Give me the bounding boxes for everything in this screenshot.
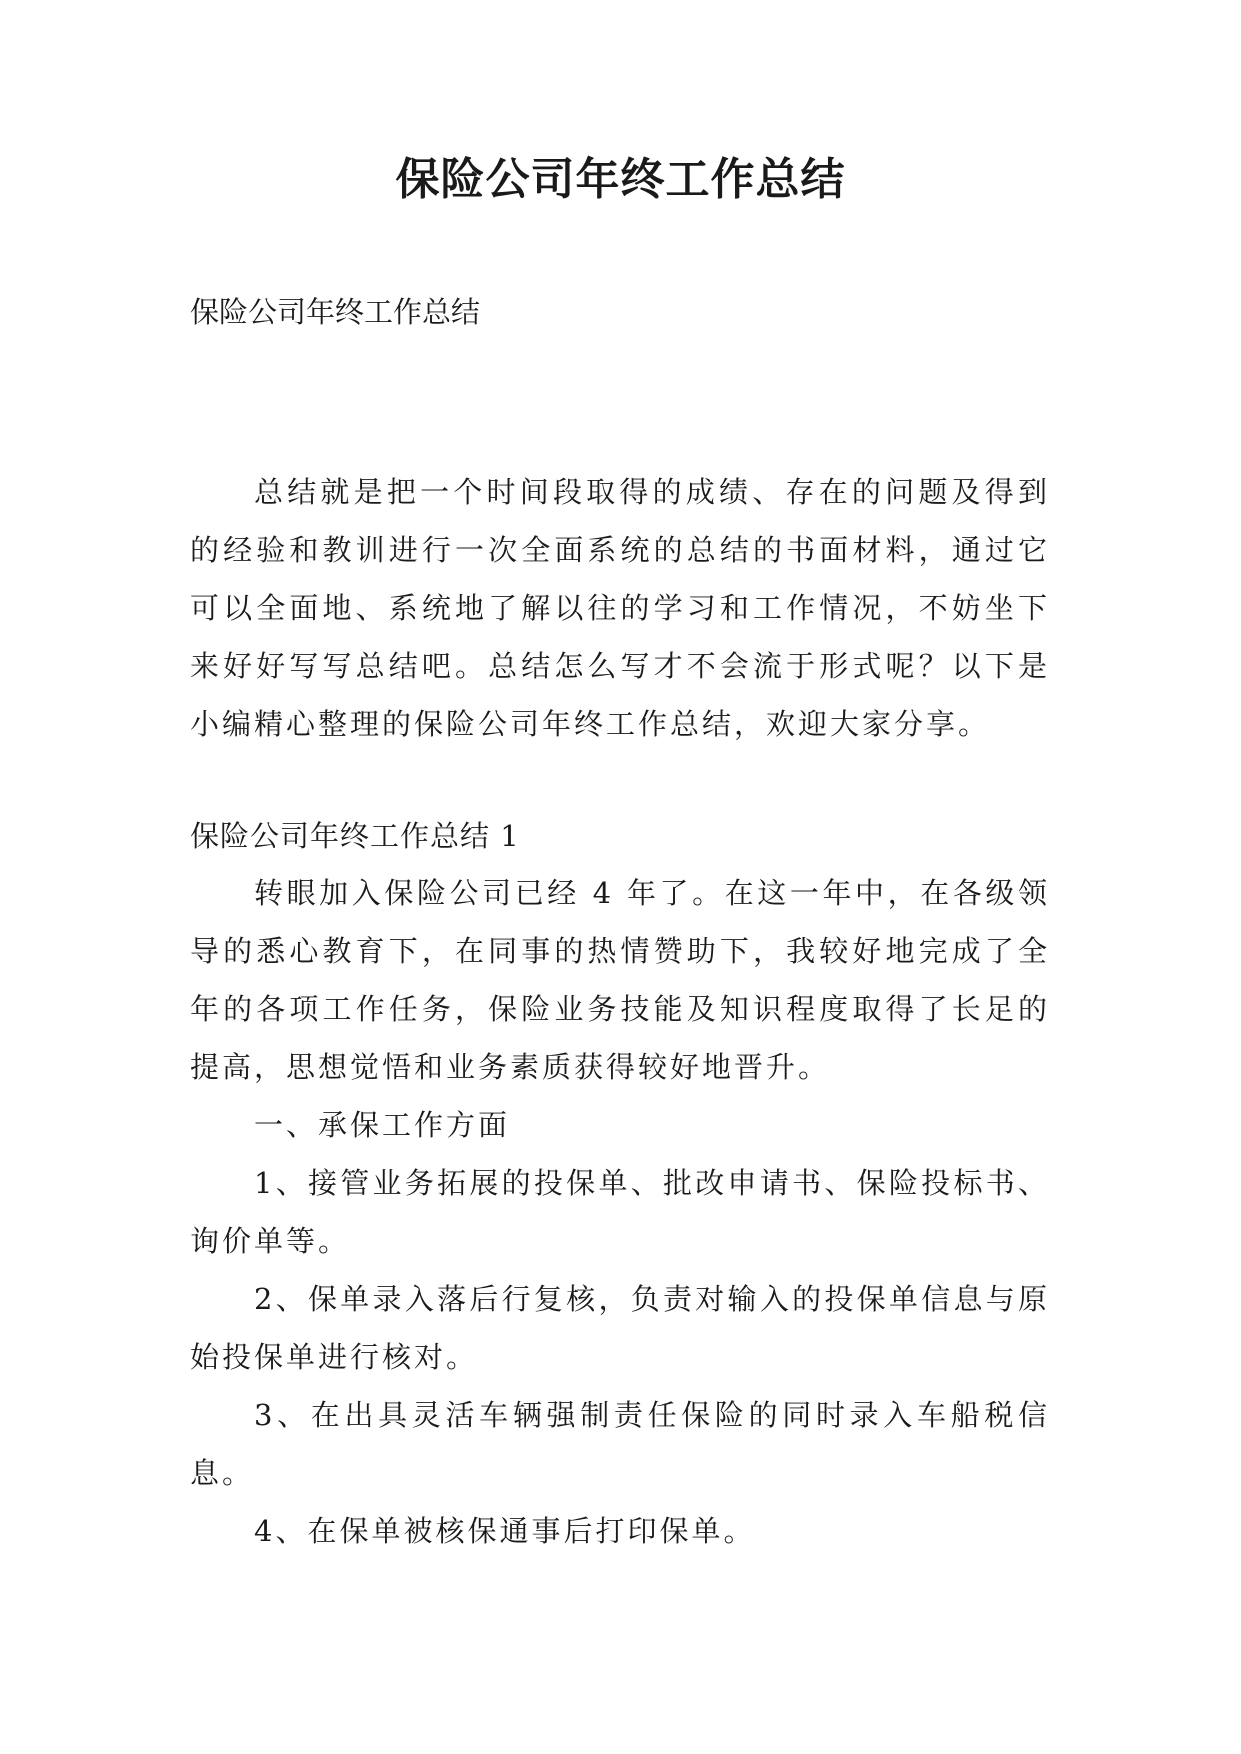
list-item: 1、接管业务拓展的投保单、批改申请书、保险投标书、询价单等。 (190, 1166, 1050, 1258)
section-subheading: 一、承保工作方面 (254, 1108, 511, 1142)
section-paragraph: 转眼加入保险公司已经 4 年了。在这一年中，在各级领导的悉心教育下，在同事的热情赞助下，我较好地完成了全年的各项工作任务，保险业务技能及知识程度取得了长足的提高，思想觉悟和业务素质获得较好地晋升。 (190, 876, 1050, 1084)
list-item: 4、在保单被核保通事后打印保单。 (254, 1514, 756, 1548)
section-body (190, 864, 1050, 1560)
document-subtitle: 保险公司年终工作总结 (190, 295, 481, 329)
section-heading: 保险公司年终工作总结 1 (190, 819, 520, 853)
list-item: 2、保单录入落后行复核，负责对输入的投保单信息与原始投保单进行核对。 (190, 1282, 1050, 1374)
intro-paragraph: 总结就是把一个时间段取得的成绩、存在的问题及得到的经验和教训进行一次全面系统的总结的书面材料，通过它可以全面地、系统地了解以往的学习和工作情况，不妨坐下来好好写写总结吧。总结怎么写才不会流于形式呢？以下是小编精心整理的保险公司年终工作总结，欢迎大家分享。 (190, 475, 1050, 741)
document-title: 保险公司年终工作总结 (395, 154, 846, 205)
list-item: 3、在出具灵活车辆强制责任保险的同时录入车船税信息。 (190, 1398, 1050, 1490)
